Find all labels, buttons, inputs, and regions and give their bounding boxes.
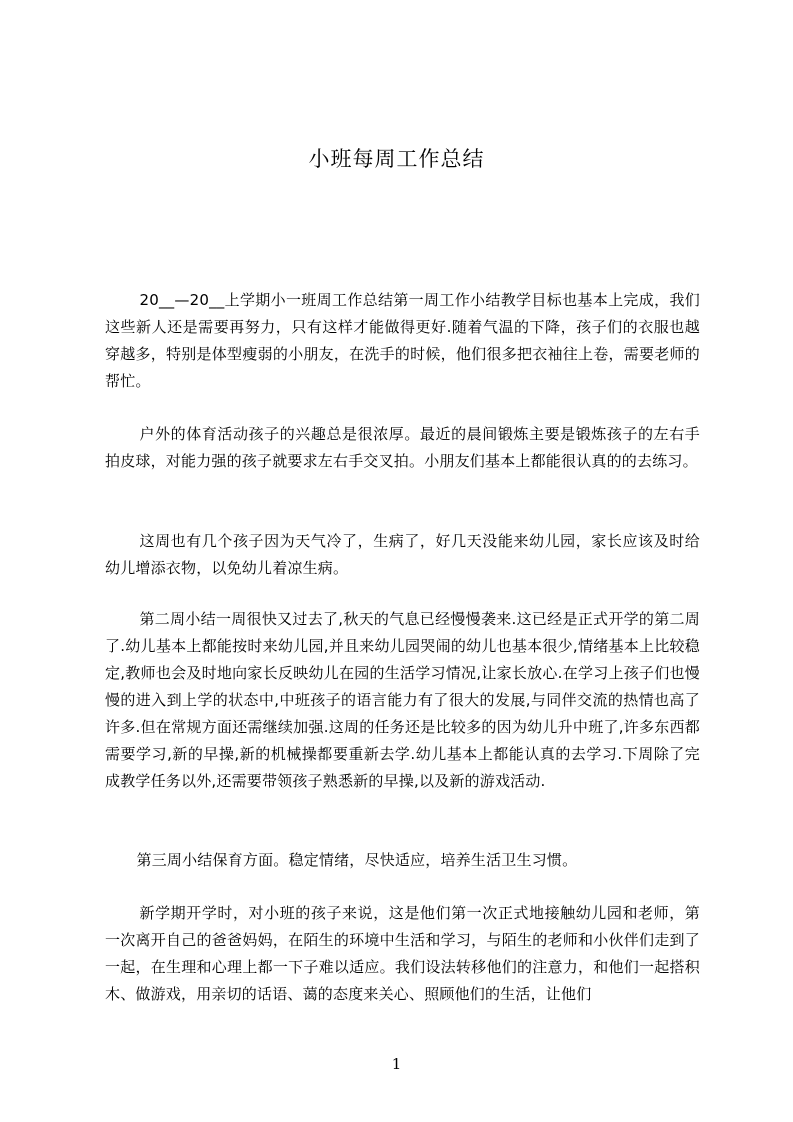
paragraph-illness-note: 这周也有几个孩子因为天气冷了，生病了，好几天没能来幼儿园，家长应该及时给幼儿增添衣物，以免幼儿着凉生病。 xyxy=(105,532,700,577)
paragraph-new-semester: 新学期开学时，对小班的孩子来说，这是他们第一次正式地接触幼儿园和老师，第一次离开自己的爸爸妈妈，在陌生的环境中生活和学习，与陌生的老师和小伙伴们走到了一起，在生理和心理上都一下子难以适应。我们设法转移他们的注意力，和他们一起搭积木、做游戏，用亲切的话语、蔼的态度来关心、照顾他们的生活，让他们 xyxy=(105,904,700,1003)
paragraph-week3-heading: 第三周小结保育方面。稳定情绪，尽快适应，培养生活卫生习惯。 xyxy=(136,851,578,869)
paragraph-outdoor-activities: 户外的体育活动孩子的兴趣总是很浓厚。最近的晨间锻炼主要是锻炼孩子的左右手拍皮球，对能力强的孩子就要求左右手交叉拍。小朋友们基本上都能很认真的的去练习。 xyxy=(105,425,700,470)
page-number: 1 xyxy=(391,1055,402,1073)
paragraph-week1-summary: 20__—20__上学期小一班周工作总结第一周工作小结教学目标也基本上完成，我们这些新人还是需要再努力，只有这样才能做得更好.随着气温的下降，孩子们的衣服也越穿越多，特别是体型瘦弱的小朋友，在洗手的时候，他们很多把衣袖往上卷，需要老师的帮忙。 xyxy=(105,291,700,390)
paragraph-week2-summary: 第二周小结一周很快又过去了,秋天的气息已经慢慢袭来.这已经是正式开学的第二周了.幼儿基本上都能按时来幼儿园,并且来幼儿园哭闹的幼儿也基本很少,情绪基本上比较稳定,教师也会及时地向家长反映幼儿在园的生活学习情况,让家长放心.在学习上孩子们也慢慢的进入到上学的状态中,中班孩子的语言能力有了很大的发展,与同伴交流的热情也高了许多.但在常规方面还需继续加强.这周的任务还是比较多的因为幼儿升中班了,许多东西都需要学习,新的早操,新的机械操都要重新去学.幼儿基本上都能认真的去学习.下周除了完成教学任务以外,还需要带领孩子熟悉新的早操,以及新的游戏活动. xyxy=(105,610,700,790)
page-title: 小班每周工作总结 xyxy=(308,147,485,171)
